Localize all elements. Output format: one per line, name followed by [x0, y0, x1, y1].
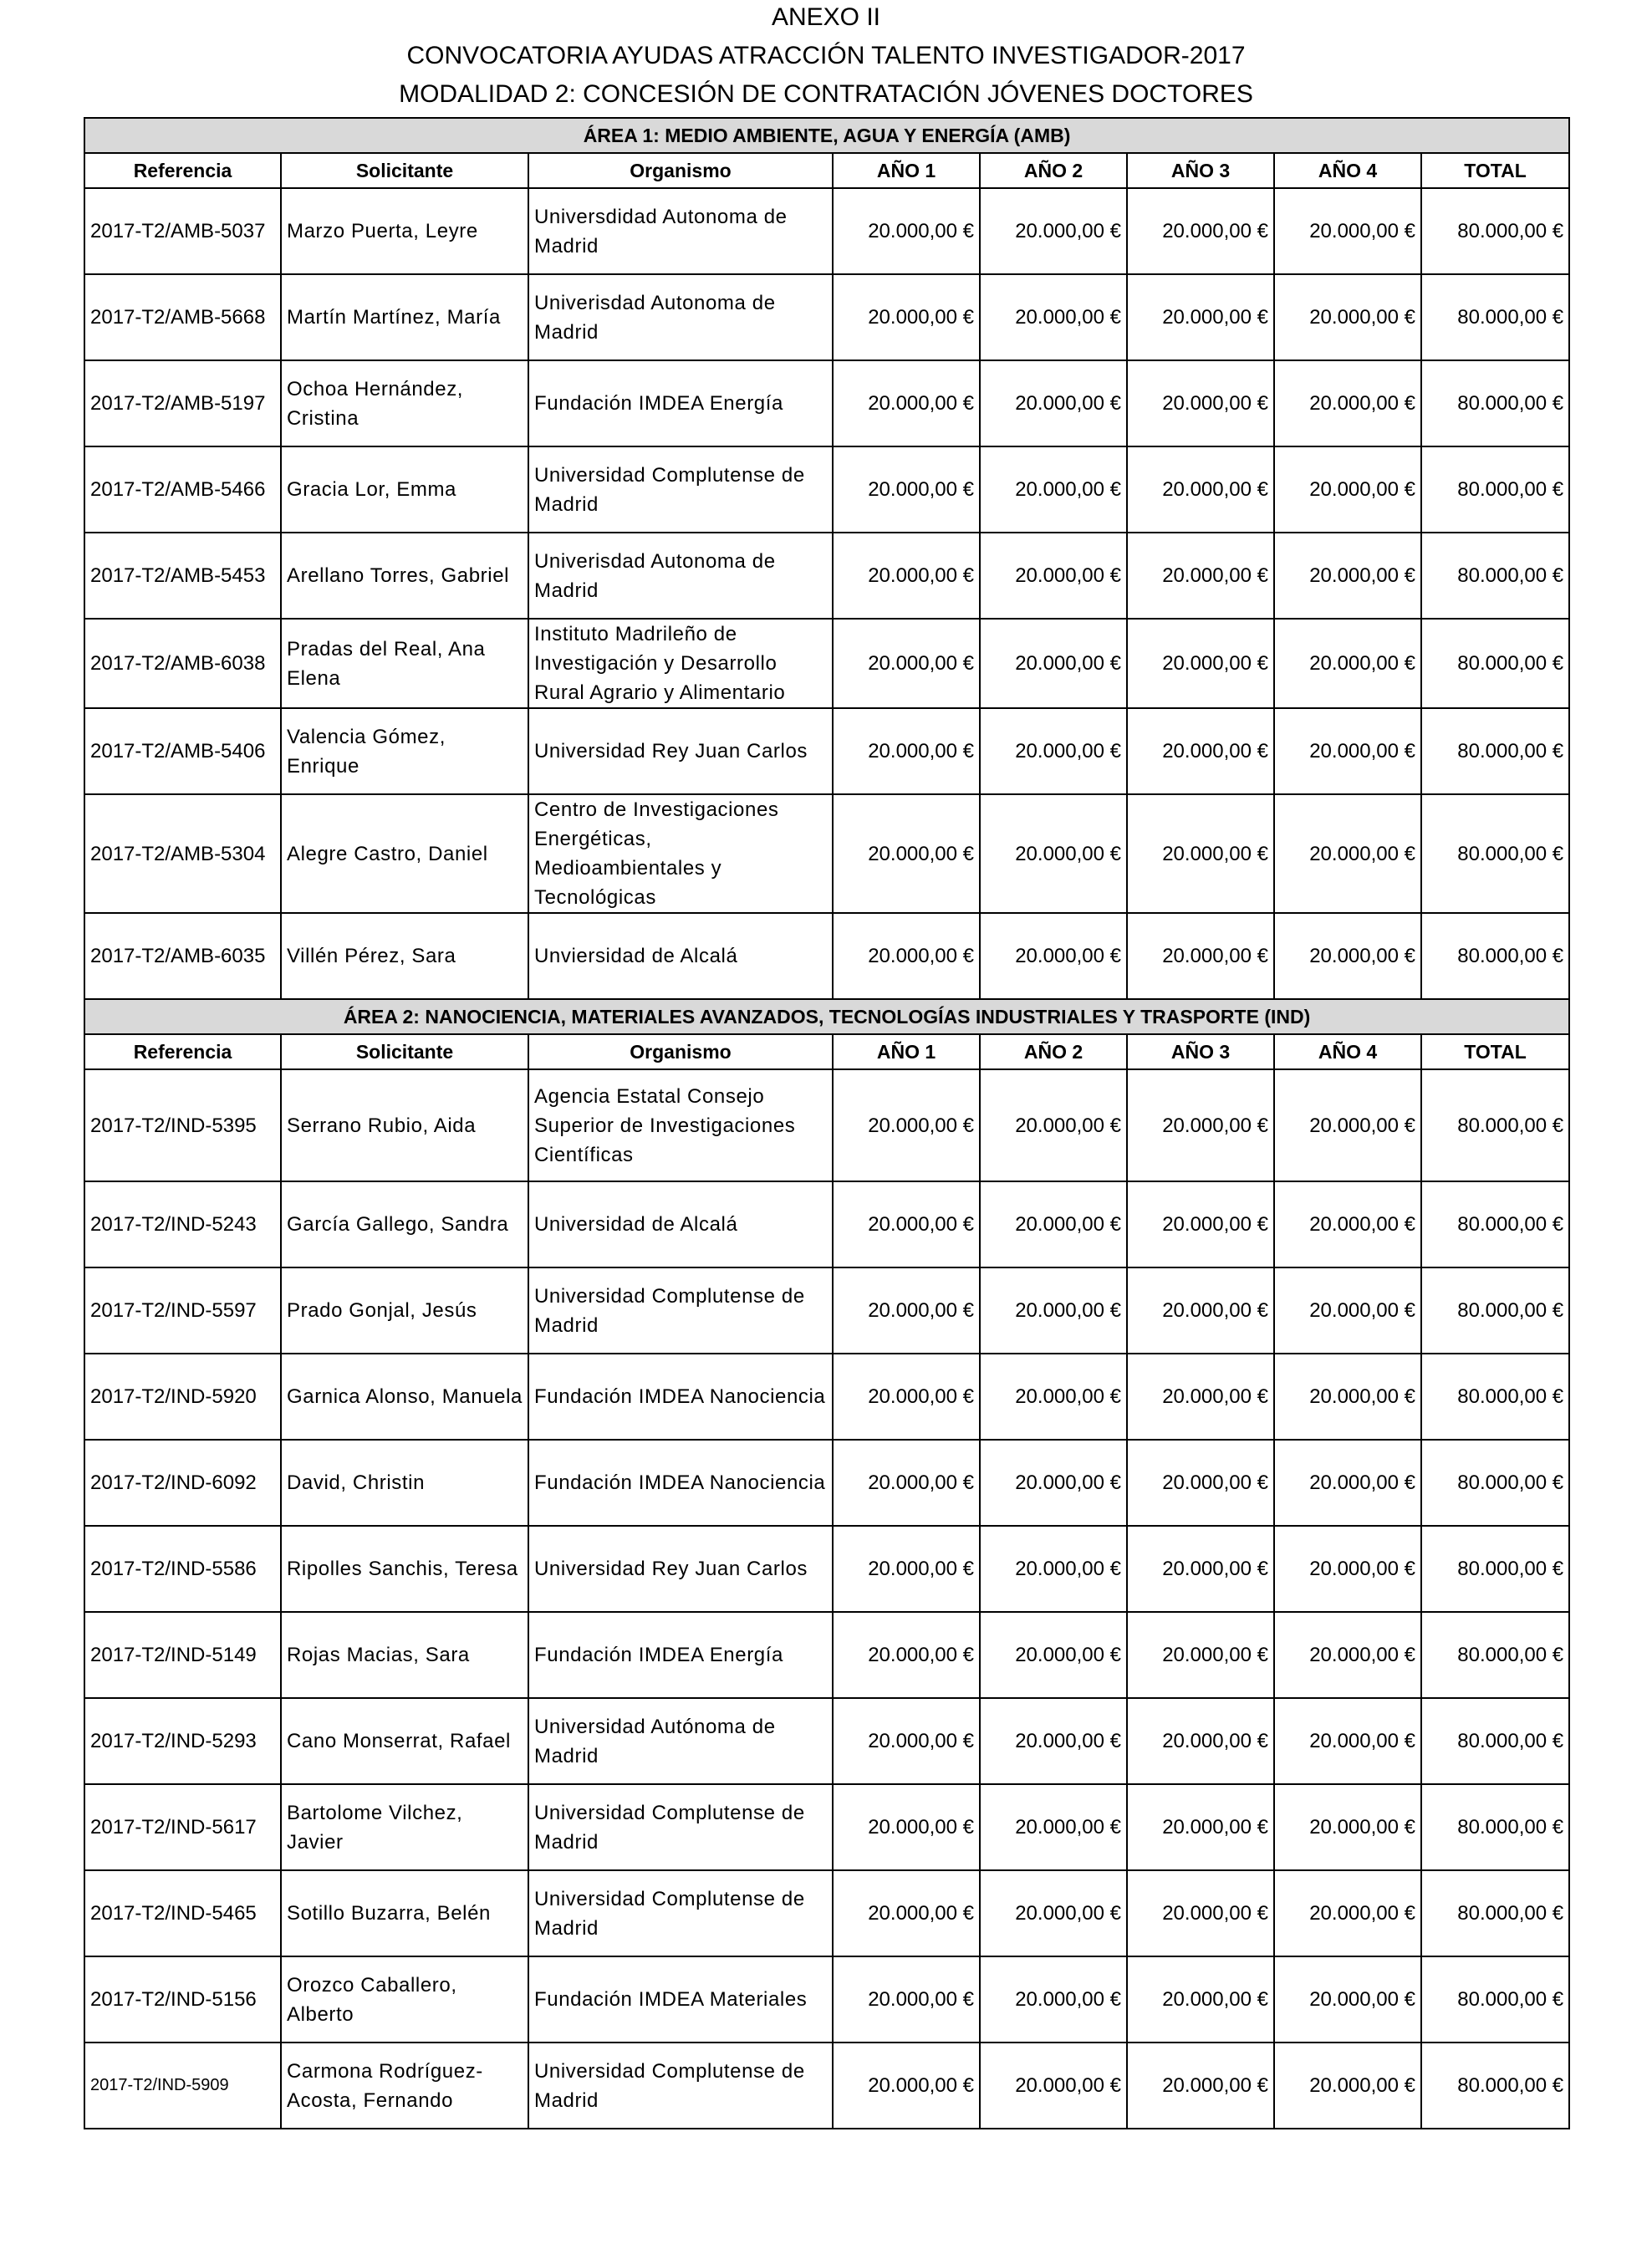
reference-cell: 2017-T2/AMB-6038	[84, 619, 281, 708]
table-row	[84, 1870, 1569, 1956]
reference-cell: 2017-T2/IND-6092	[84, 1440, 281, 1526]
reference-cell: 2017-T2/AMB-5037	[84, 188, 281, 274]
total-cell: 80.000,00 €	[1421, 1956, 1569, 2043]
year4-cell: 20.000,00 €	[1274, 619, 1421, 708]
reference-cell: 2017-T2/IND-5149	[84, 1612, 281, 1698]
organism-cell: Fundación IMDEA Nanociencia	[528, 1440, 833, 1526]
year4-cell: 20.000,00 €	[1274, 1354, 1421, 1440]
table-row	[84, 274, 1569, 360]
year3-cell: 20.000,00 €	[1127, 1956, 1274, 2043]
reference-cell: 2017-T2/IND-5156	[84, 1956, 281, 2043]
applicant-cell: David, Christin	[281, 1440, 528, 1526]
organism-cell: Fundación IMDEA Materiales	[528, 1956, 833, 2043]
organism-cell: Universidad Complutense de Madrid	[528, 1267, 833, 1354]
year3-cell: 20.000,00 €	[1127, 188, 1274, 274]
year2-cell: 20.000,00 €	[980, 1526, 1127, 1612]
reference-cell: 2017-T2/IND-5586	[84, 1526, 281, 1612]
year1-cell: 20.000,00 €	[833, 1354, 980, 1440]
reference-cell: 2017-T2/IND-5920	[84, 1354, 281, 1440]
reference-cell: 2017-T2/AMB-5304	[84, 794, 281, 913]
year1-cell: 20.000,00 €	[833, 708, 980, 794]
year1-cell: 20.000,00 €	[833, 1870, 980, 1956]
applicant-cell: Cano Monserrat, Rafael	[281, 1698, 528, 1784]
modality-title: MODALIDAD 2: CONCESIÓN DE CONTRATACIÓN JÓVENES DOCTORES	[399, 80, 1253, 108]
year4-header: AÑO 4	[1274, 1034, 1421, 1069]
total-header: TOTAL	[1421, 153, 1569, 188]
year3-cell: 20.000,00 €	[1127, 1440, 1274, 1526]
organism-cell: Universidad Complutense de Madrid	[528, 1784, 833, 1870]
table-row	[84, 1440, 1569, 1526]
year4-header: AÑO 4	[1274, 153, 1421, 188]
year3-cell: 20.000,00 €	[1127, 1870, 1274, 1956]
year2-cell: 20.000,00 €	[980, 1354, 1127, 1440]
table-row	[84, 1526, 1569, 1612]
year2-header: AÑO 2	[980, 153, 1127, 188]
organism-header: Organismo	[528, 1034, 833, 1069]
reference-cell: 2017-T2/IND-5293	[84, 1698, 281, 1784]
year2-cell: 20.000,00 €	[980, 446, 1127, 533]
year1-cell: 20.000,00 €	[833, 1612, 980, 1698]
year4-cell: 20.000,00 €	[1274, 533, 1421, 619]
table-row	[84, 1612, 1569, 1698]
year1-cell: 20.000,00 €	[833, 274, 980, 360]
organism-cell: Centro de Investigaciones Energéticas, Medioambientales y Tecnológicas	[528, 794, 833, 913]
organism-cell: Universidad Rey Juan Carlos	[528, 1526, 833, 1612]
reference-cell: 2017-T2/IND-5909	[84, 2043, 281, 2129]
year3-cell: 20.000,00 €	[1127, 446, 1274, 533]
year4-cell: 20.000,00 €	[1274, 360, 1421, 446]
total-cell: 80.000,00 €	[1421, 1069, 1569, 1181]
total-cell: 80.000,00 €	[1421, 1267, 1569, 1354]
year3-cell: 20.000,00 €	[1127, 1784, 1274, 1870]
year3-cell: 20.000,00 €	[1127, 533, 1274, 619]
year3-cell: 20.000,00 €	[1127, 708, 1274, 794]
year4-cell: 20.000,00 €	[1274, 1956, 1421, 2043]
year2-cell: 20.000,00 €	[980, 1784, 1127, 1870]
year4-cell: 20.000,00 €	[1274, 1440, 1421, 1526]
total-header: TOTAL	[1421, 1034, 1569, 1069]
year2-cell: 20.000,00 €	[980, 1612, 1127, 1698]
applicant-header: Solicitante	[281, 1034, 528, 1069]
year4-cell: 20.000,00 €	[1274, 274, 1421, 360]
year3-cell: 20.000,00 €	[1127, 1526, 1274, 1612]
year2-cell: 20.000,00 €	[980, 1181, 1127, 1267]
total-cell: 80.000,00 €	[1421, 1440, 1569, 1526]
table-row	[84, 1267, 1569, 1354]
reference-cell: 2017-T2/IND-5597	[84, 1267, 281, 1354]
year4-cell: 20.000,00 €	[1274, 1612, 1421, 1698]
total-cell: 80.000,00 €	[1421, 1870, 1569, 1956]
year2-cell: 20.000,00 €	[980, 913, 1127, 999]
organism-cell: Agencia Estatal Consejo Superior de Investigaciones Científicas	[528, 1069, 833, 1181]
total-cell: 80.000,00 €	[1421, 446, 1569, 533]
year4-cell: 20.000,00 €	[1274, 1870, 1421, 1956]
year3-cell: 20.000,00 €	[1127, 1354, 1274, 1440]
year1-cell: 20.000,00 €	[833, 188, 980, 274]
year1-header: AÑO 1	[833, 153, 980, 188]
applicant-cell: García Gallego, Sandra	[281, 1181, 528, 1267]
year2-cell: 20.000,00 €	[980, 1267, 1127, 1354]
applicant-cell: Ripolles Sanchis, Teresa	[281, 1526, 528, 1612]
organism-cell: Universidad Complutense de Madrid	[528, 446, 833, 533]
total-cell: 80.000,00 €	[1421, 274, 1569, 360]
table-row	[84, 1354, 1569, 1440]
year4-cell: 20.000,00 €	[1274, 188, 1421, 274]
reference-cell: 2017-T2/IND-5395	[84, 1069, 281, 1181]
table-row	[84, 794, 1569, 913]
year4-cell: 20.000,00 €	[1274, 2043, 1421, 2129]
ref-header: Referencia	[84, 1034, 281, 1069]
total-cell: 80.000,00 €	[1421, 794, 1569, 913]
year1-cell: 20.000,00 €	[833, 2043, 980, 2129]
applicant-cell: Gracia Lor, Emma	[281, 446, 528, 533]
table-row	[84, 2043, 1569, 2129]
year1-cell: 20.000,00 €	[833, 1267, 980, 1354]
applicant-cell: Ochoa Hernández, Cristina	[281, 360, 528, 446]
grants-table	[84, 117, 1570, 2129]
organism-cell: Univerisdad Autonoma de Madrid	[528, 274, 833, 360]
year4-cell: 20.000,00 €	[1274, 1784, 1421, 1870]
total-cell: 80.000,00 €	[1421, 2043, 1569, 2129]
organism-header: Organismo	[528, 153, 833, 188]
total-cell: 80.000,00 €	[1421, 360, 1569, 446]
reference-cell: 2017-T2/IND-5617	[84, 1784, 281, 1870]
table-row	[84, 533, 1569, 619]
reference-cell: 2017-T2/IND-5243	[84, 1181, 281, 1267]
reference-cell: 2017-T2/AMB-5668	[84, 274, 281, 360]
applicant-cell: Garnica Alonso, Manuela	[281, 1354, 528, 1440]
year4-cell: 20.000,00 €	[1274, 794, 1421, 913]
year2-cell: 20.000,00 €	[980, 533, 1127, 619]
year4-cell: 20.000,00 €	[1274, 1069, 1421, 1181]
year2-cell: 20.000,00 €	[980, 1956, 1127, 2043]
year1-cell: 20.000,00 €	[833, 1069, 980, 1181]
table-row	[84, 619, 1569, 708]
organism-cell: Fundación IMDEA Nanociencia	[528, 1354, 833, 1440]
year3-cell: 20.000,00 €	[1127, 1698, 1274, 1784]
organism-cell: Universidad Complutense de Madrid	[528, 2043, 833, 2129]
year1-cell: 20.000,00 €	[833, 1956, 980, 2043]
total-cell: 80.000,00 €	[1421, 1612, 1569, 1698]
year3-cell: 20.000,00 €	[1127, 619, 1274, 708]
total-cell: 80.000,00 €	[1421, 188, 1569, 274]
total-cell: 80.000,00 €	[1421, 619, 1569, 708]
year3-header: AÑO 3	[1127, 153, 1274, 188]
year2-cell: 20.000,00 €	[980, 794, 1127, 913]
organism-cell: Instituto Madrileño de Investigación y Desarrollo Rural Agrario y Alimentario	[528, 619, 833, 708]
year2-cell: 20.000,00 €	[980, 619, 1127, 708]
year1-cell: 20.000,00 €	[833, 1440, 980, 1526]
year2-header: AÑO 2	[980, 1034, 1127, 1069]
year3-cell: 20.000,00 €	[1127, 1069, 1274, 1181]
area-header-row	[84, 118, 1569, 153]
table-row	[84, 708, 1569, 794]
year3-cell: 20.000,00 €	[1127, 274, 1274, 360]
year1-cell: 20.000,00 €	[833, 913, 980, 999]
table-row	[84, 188, 1569, 274]
year1-cell: 20.000,00 €	[833, 533, 980, 619]
table-row	[84, 1698, 1569, 1784]
applicant-cell: Prado Gonjal, Jesús	[281, 1267, 528, 1354]
year3-cell: 20.000,00 €	[1127, 1612, 1274, 1698]
year2-cell: 20.000,00 €	[980, 708, 1127, 794]
year4-cell: 20.000,00 €	[1274, 1181, 1421, 1267]
total-cell: 80.000,00 €	[1421, 1526, 1569, 1612]
table-row	[84, 446, 1569, 533]
applicant-cell: Valencia Gómez, Enrique	[281, 708, 528, 794]
year4-cell: 20.000,00 €	[1274, 1267, 1421, 1354]
year4-cell: 20.000,00 €	[1274, 1526, 1421, 1612]
applicant-cell: Martín Martínez, María	[281, 274, 528, 360]
year2-cell: 20.000,00 €	[980, 1698, 1127, 1784]
applicant-cell: Pradas del Real, Ana Elena	[281, 619, 528, 708]
ref-header: Referencia	[84, 153, 281, 188]
table-row	[84, 1784, 1569, 1870]
year1-cell: 20.000,00 €	[833, 1181, 980, 1267]
organism-cell: Fundación IMDEA Energía	[528, 1612, 833, 1698]
table-row	[84, 1069, 1569, 1181]
year2-cell: 20.000,00 €	[980, 274, 1127, 360]
year1-cell: 20.000,00 €	[833, 360, 980, 446]
year4-cell: 20.000,00 €	[1274, 708, 1421, 794]
area-title: ÁREA 2: NANOCIENCIA, MATERIALES AVANZADOS, TECNOLOGÍAS INDUSTRIALES Y TRASPORTE (IND)	[84, 999, 1569, 1034]
year3-cell: 20.000,00 €	[1127, 1267, 1274, 1354]
reference-cell: 2017-T2/AMB-5453	[84, 533, 281, 619]
reference-cell: 2017-T2/IND-5465	[84, 1870, 281, 1956]
year1-cell: 20.000,00 €	[833, 1784, 980, 1870]
year1-cell: 20.000,00 €	[833, 619, 980, 708]
year1-cell: 20.000,00 €	[833, 794, 980, 913]
year2-cell: 20.000,00 €	[980, 2043, 1127, 2129]
applicant-cell: Carmona Rodríguez-Acosta, Fernando	[281, 2043, 528, 2129]
year4-cell: 20.000,00 €	[1274, 913, 1421, 999]
year2-cell: 20.000,00 €	[980, 1440, 1127, 1526]
applicant-cell: Rojas Macias, Sara	[281, 1612, 528, 1698]
area-header-row	[84, 999, 1569, 1034]
call-title: CONVOCATORIA AYUDAS ATRACCIÓN TALENTO INVESTIGADOR-2017	[406, 42, 1246, 69]
total-cell: 80.000,00 €	[1421, 1181, 1569, 1267]
applicant-cell: Serrano Rubio, Aida	[281, 1069, 528, 1181]
total-cell: 80.000,00 €	[1421, 533, 1569, 619]
column-header-row	[84, 153, 1569, 188]
organism-cell: Universdidad Autonoma de Madrid	[528, 188, 833, 274]
year3-cell: 20.000,00 €	[1127, 1181, 1274, 1267]
table-row	[84, 1181, 1569, 1267]
reference-cell: 2017-T2/AMB-5197	[84, 360, 281, 446]
table-row	[84, 913, 1569, 999]
area-title: ÁREA 1: MEDIO AMBIENTE, AGUA Y ENERGÍA (AMB)	[84, 118, 1569, 153]
applicant-cell: Arellano Torres, Gabriel	[281, 533, 528, 619]
organism-cell: Universidad Rey Juan Carlos	[528, 708, 833, 794]
applicant-cell: Marzo Puerta, Leyre	[281, 188, 528, 274]
applicant-cell: Villén Pérez, Sara	[281, 913, 528, 999]
organism-cell: Fundación IMDEA Energía	[528, 360, 833, 446]
organism-cell: Unviersidad de Alcalá	[528, 913, 833, 999]
year1-header: AÑO 1	[833, 1034, 980, 1069]
table-row	[84, 360, 1569, 446]
applicant-cell: Alegre Castro, Daniel	[281, 794, 528, 913]
year3-cell: 20.000,00 €	[1127, 2043, 1274, 2129]
year2-cell: 20.000,00 €	[980, 360, 1127, 446]
year3-cell: 20.000,00 €	[1127, 360, 1274, 446]
annex-title: ANEXO II	[771, 3, 881, 31]
total-cell: 80.000,00 €	[1421, 1784, 1569, 1870]
table-row	[84, 1956, 1569, 2043]
year3-cell: 20.000,00 €	[1127, 794, 1274, 913]
total-cell: 80.000,00 €	[1421, 708, 1569, 794]
year1-cell: 20.000,00 €	[833, 1526, 980, 1612]
organism-cell: Universidad Complutense de Madrid	[528, 1870, 833, 1956]
column-header-row	[84, 1034, 1569, 1069]
total-cell: 80.000,00 €	[1421, 1698, 1569, 1784]
applicant-header: Solicitante	[281, 153, 528, 188]
year3-cell: 20.000,00 €	[1127, 913, 1274, 999]
year3-header: AÑO 3	[1127, 1034, 1274, 1069]
applicant-cell: Bartolome Vilchez, Javier	[281, 1784, 528, 1870]
year2-cell: 20.000,00 €	[980, 1870, 1127, 1956]
year1-cell: 20.000,00 €	[833, 446, 980, 533]
year1-cell: 20.000,00 €	[833, 1698, 980, 1784]
year2-cell: 20.000,00 €	[980, 188, 1127, 274]
total-cell: 80.000,00 €	[1421, 1354, 1569, 1440]
year2-cell: 20.000,00 €	[980, 1069, 1127, 1181]
total-cell: 80.000,00 €	[1421, 913, 1569, 999]
reference-cell: 2017-T2/AMB-5466	[84, 446, 281, 533]
applicant-cell: Orozco Caballero, Alberto	[281, 1956, 528, 2043]
applicant-cell: Sotillo Buzarra, Belén	[281, 1870, 528, 1956]
organism-cell: Universidad Autónoma de Madrid	[528, 1698, 833, 1784]
organism-cell: Univerisdad Autonoma de Madrid	[528, 533, 833, 619]
year4-cell: 20.000,00 €	[1274, 1698, 1421, 1784]
reference-cell: 2017-T2/AMB-5406	[84, 708, 281, 794]
organism-cell: Universidad de Alcalá	[528, 1181, 833, 1267]
year4-cell: 20.000,00 €	[1274, 446, 1421, 533]
reference-cell: 2017-T2/AMB-6035	[84, 913, 281, 999]
